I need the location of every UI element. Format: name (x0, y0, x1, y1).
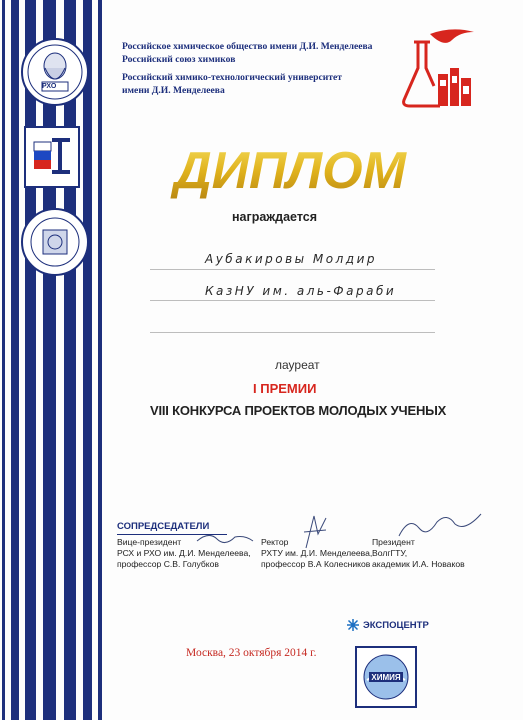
decorative-stripes (0, 0, 105, 720)
signatory-1-role: Вице-президент (117, 537, 182, 547)
recipient-name-line (150, 269, 435, 270)
diploma-title (160, 140, 420, 200)
cochairs-label: СОПРЕДСЕДАТЕЛИ (117, 521, 210, 532)
awarded-label: награждается (232, 210, 318, 224)
signatory-1-person: профессор С.В. Голубков (117, 559, 220, 569)
recipient-name: Аубакировы Молдир (205, 252, 378, 266)
extra-line (150, 332, 435, 333)
signatory-3-org: ВолгГТУ, (372, 548, 408, 558)
org-university: Российский химико-технологический университет (122, 72, 342, 83)
flask-logo (400, 28, 478, 110)
laureate-label: лауреат (275, 358, 320, 372)
place-date: Москва, 23 октября 2014 г. (186, 647, 317, 659)
org-university-name: имени Д.И. Менделеева (122, 85, 225, 96)
recipient-affiliation: КазНУ им. аль-Фараби (205, 284, 397, 298)
organizations-header (122, 40, 422, 97)
mendeleev-medallion-logo (21, 38, 89, 106)
rho-logo-text: РХО (42, 83, 57, 90)
affiliation-line (150, 300, 435, 301)
signature-3 (395, 510, 485, 542)
signatory-2-role: Ректор (261, 537, 289, 547)
signature-1 (195, 527, 255, 551)
signature-2 (300, 512, 330, 552)
signatory-3-person: академик И.А. Новаков (372, 559, 465, 569)
khimiya-text: ХИМИЯ (371, 673, 401, 682)
expocentre-text: ЭКСПОЦЕНТР (363, 619, 429, 631)
signatory-3-role: Президент (372, 537, 415, 547)
org-rho: Российское химическое общество имени Д.И. Менделеева (122, 41, 373, 52)
title-text: ДИПЛОМ (174, 142, 406, 200)
signatory-2-person: профессор В.А Колесников (261, 559, 371, 569)
khimiya-exhibition-logo (355, 646, 417, 708)
signatory-1-org: РСХ и РХО им. Д.И. Менделеева, (117, 548, 251, 558)
chemists-union-emblem (24, 126, 80, 188)
university-seal-logo (21, 208, 89, 276)
snowflake-icon (346, 618, 360, 632)
contest-label: VIII КОНКУРСА ПРОЕКТОВ МОЛОДЫХ УЧЕНЫХ (150, 403, 447, 418)
org-union: Российский союз химиков (122, 54, 236, 65)
signatory-2-org: РХТУ им. Д.И. Менделеева, (261, 548, 373, 558)
expocentre-logo (346, 618, 429, 632)
prize-label: I ПРЕМИИ (253, 381, 317, 396)
